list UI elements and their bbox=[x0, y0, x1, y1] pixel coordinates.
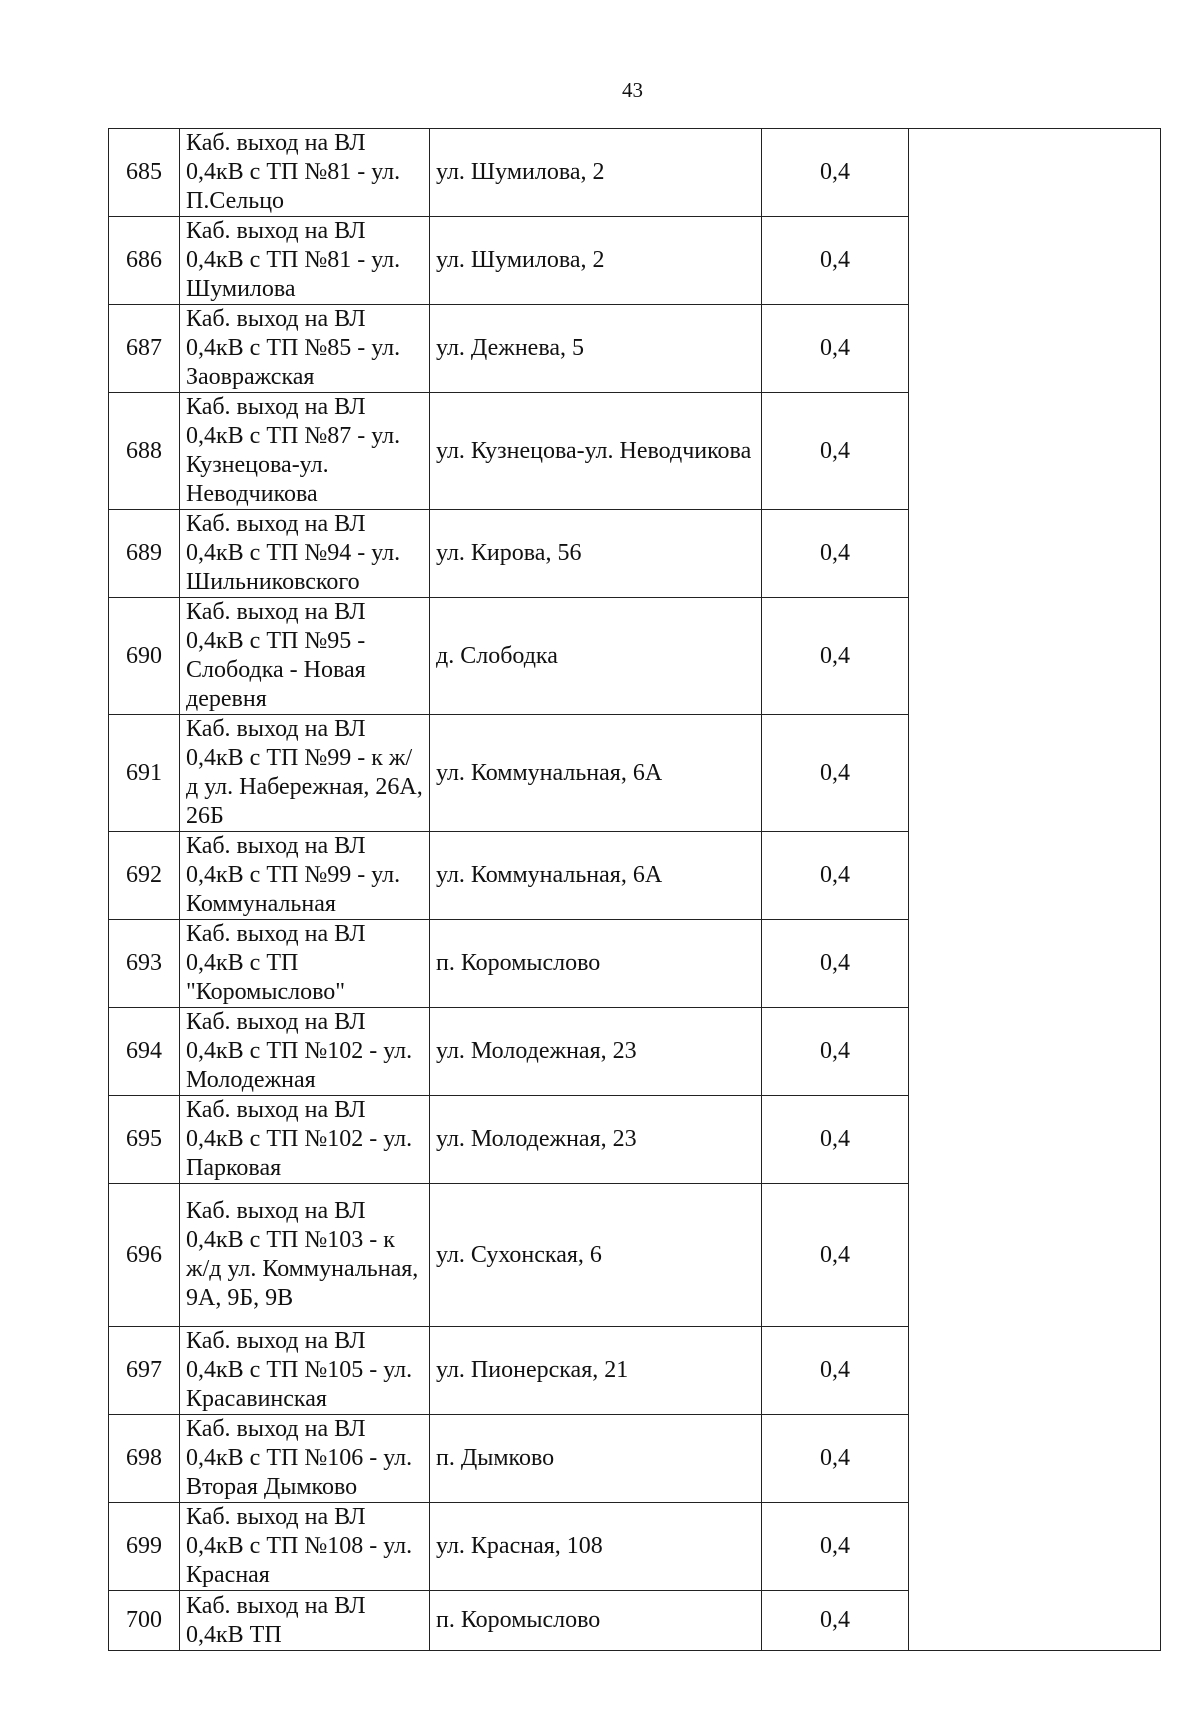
row-number: 692 bbox=[109, 832, 180, 920]
row-number: 689 bbox=[109, 510, 180, 598]
voltage-value: 0,4 bbox=[762, 1327, 909, 1415]
row-number: 700 bbox=[109, 1591, 180, 1651]
empty-notes-column bbox=[909, 129, 1161, 1651]
row-number: 698 bbox=[109, 1415, 180, 1503]
voltage-value: 0,4 bbox=[762, 393, 909, 510]
object-name: Каб. выход на ВЛ 0,4кВ с ТП №106 - ул. Вторая Дымково bbox=[180, 1415, 430, 1503]
row-number: 696 bbox=[109, 1184, 180, 1327]
object-address: п. Коромыслово bbox=[430, 1591, 762, 1651]
object-name: Каб. выход на ВЛ 0,4кВ с ТП №99 - к ж/д ул. Набережная, 26А, 26Б bbox=[180, 715, 430, 832]
object-address: ул. Молодежная, 23 bbox=[430, 1008, 762, 1096]
object-name: Каб. выход на ВЛ 0,4кВ с ТП №103 - к ж/д ул. Коммунальная, 9А, 9Б, 9В bbox=[180, 1184, 430, 1327]
object-name: Каб. выход на ВЛ 0,4кВ с ТП №81 - ул. Шумилова bbox=[180, 217, 430, 305]
voltage-value: 0,4 bbox=[762, 1096, 909, 1184]
voltage-value: 0,4 bbox=[762, 305, 909, 393]
voltage-value: 0,4 bbox=[762, 217, 909, 305]
object-name: Каб. выход на ВЛ 0,4кВ с ТП №108 - ул. Красная bbox=[180, 1503, 430, 1591]
voltage-value: 0,4 bbox=[762, 1008, 909, 1096]
object-address: ул. Коммунальная, 6А bbox=[430, 832, 762, 920]
table-body bbox=[109, 129, 1161, 1651]
object-address: ул. Красная, 108 bbox=[430, 1503, 762, 1591]
voltage-value: 0,4 bbox=[762, 832, 909, 920]
object-name: Каб. выход на ВЛ 0,4кВ ТП bbox=[180, 1591, 430, 1651]
object-name: Каб. выход на ВЛ 0,4кВ с ТП №105 - ул. Красавинская bbox=[180, 1327, 430, 1415]
row-number: 686 bbox=[109, 217, 180, 305]
voltage-value: 0,4 bbox=[762, 129, 909, 217]
object-address: ул. Дежнева, 5 bbox=[430, 305, 762, 393]
object-name: Каб. выход на ВЛ 0,4кВ с ТП №102 - ул. Молодежная bbox=[180, 1008, 430, 1096]
object-name: Каб. выход на ВЛ 0,4кВ с ТП №95 - Слободка - Новая деревня bbox=[180, 598, 430, 715]
row-number: 694 bbox=[109, 1008, 180, 1096]
object-address: ул. Молодежная, 23 bbox=[430, 1096, 762, 1184]
object-address: п. Коромыслово bbox=[430, 920, 762, 1008]
row-number: 695 bbox=[109, 1096, 180, 1184]
voltage-value: 0,4 bbox=[762, 598, 909, 715]
equipment-table bbox=[108, 128, 1161, 1651]
object-address: д. Слободка bbox=[430, 598, 762, 715]
voltage-value: 0,4 bbox=[762, 510, 909, 598]
voltage-value: 0,4 bbox=[762, 1503, 909, 1591]
row-number: 687 bbox=[109, 305, 180, 393]
row-number: 691 bbox=[109, 715, 180, 832]
row-number: 690 bbox=[109, 598, 180, 715]
page-number: 43 bbox=[622, 78, 643, 102]
table-row bbox=[109, 129, 1161, 217]
object-name: Каб. выход на ВЛ 0,4кВ с ТП №94 - ул. Шильниковского bbox=[180, 510, 430, 598]
row-number: 693 bbox=[109, 920, 180, 1008]
object-address: ул. Сухонская, 6 bbox=[430, 1184, 762, 1327]
object-name: Каб. выход на ВЛ 0,4кВ с ТП №81 - ул. П.Сельцо bbox=[180, 129, 430, 217]
object-address: ул. Кирова, 56 bbox=[430, 510, 762, 598]
object-address: ул. Пионерская, 21 bbox=[430, 1327, 762, 1415]
row-number: 697 bbox=[109, 1327, 180, 1415]
row-number: 688 bbox=[109, 393, 180, 510]
voltage-value: 0,4 bbox=[762, 1184, 909, 1327]
row-number: 685 bbox=[109, 129, 180, 217]
voltage-value: 0,4 bbox=[762, 715, 909, 832]
object-name: Каб. выход на ВЛ 0,4кВ с ТП №99 - ул. Коммунальная bbox=[180, 832, 430, 920]
object-address: ул. Коммунальная, 6А bbox=[430, 715, 762, 832]
object-name: Каб. выход на ВЛ 0,4кВ с ТП №102 - ул. Парковая bbox=[180, 1096, 430, 1184]
row-number: 699 bbox=[109, 1503, 180, 1591]
object-name: Каб. выход на ВЛ 0,4кВ с ТП "Коромыслово" bbox=[180, 920, 430, 1008]
voltage-value: 0,4 bbox=[762, 920, 909, 1008]
object-address: ул. Кузнецова-ул. Неводчикова bbox=[430, 393, 762, 510]
object-address: ул. Шумилова, 2 bbox=[430, 217, 762, 305]
object-address: ул. Шумилова, 2 bbox=[430, 129, 762, 217]
voltage-value: 0,4 bbox=[762, 1591, 909, 1651]
object-name: Каб. выход на ВЛ 0,4кВ с ТП №87 - ул. Кузнецова-ул. Неводчикова bbox=[180, 393, 430, 510]
voltage-value: 0,4 bbox=[762, 1415, 909, 1503]
object-name: Каб. выход на ВЛ 0,4кВ с ТП №85 - ул. Заовражская bbox=[180, 305, 430, 393]
object-address: п. Дымково bbox=[430, 1415, 762, 1503]
